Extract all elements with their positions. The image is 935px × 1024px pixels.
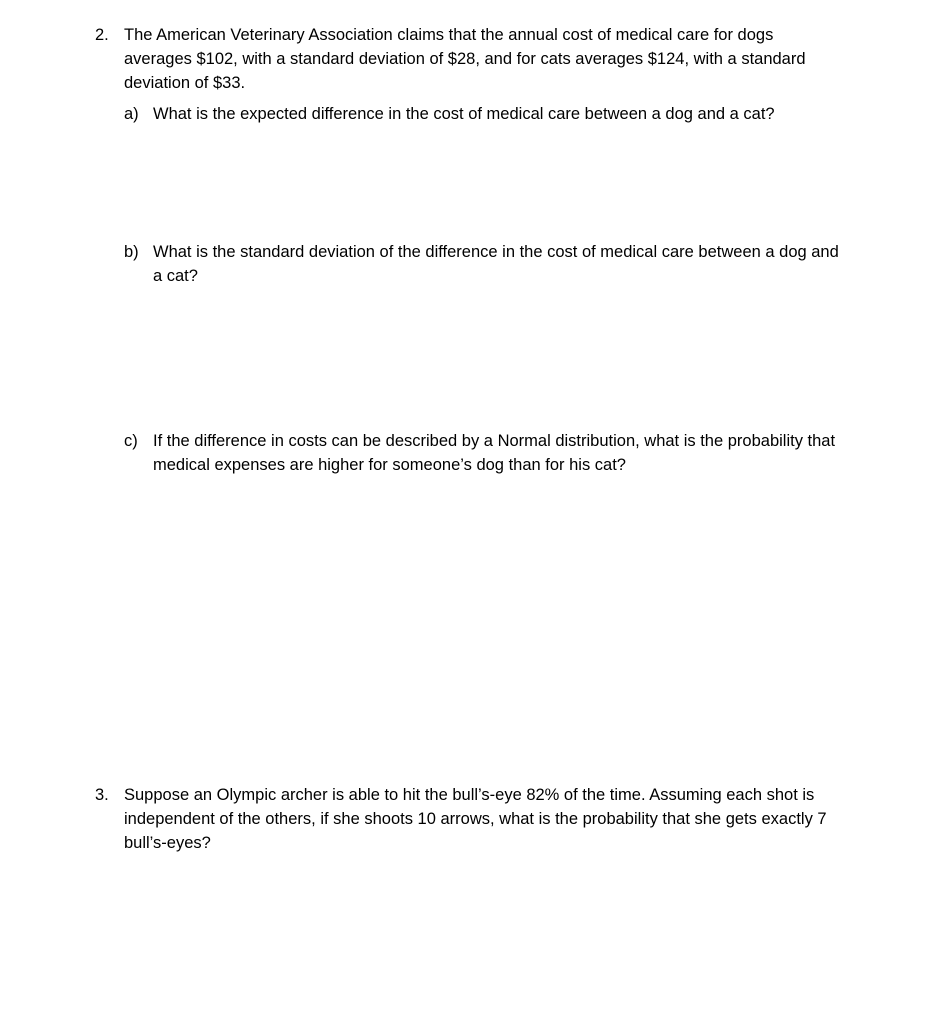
question-2-part-c	[124, 429, 844, 477]
question-2-part-b	[124, 240, 844, 288]
part-label: b)	[124, 243, 139, 261]
part-text: If the difference in costs can be described by a Normal distribution, what is the probability that medical expenses are higher for someone’s dog than for his cat?	[153, 432, 836, 474]
question-number: 2.	[95, 26, 109, 44]
question-2	[95, 23, 835, 95]
part-label: a)	[124, 105, 139, 123]
question-2-part-a	[124, 102, 844, 126]
part-label: c)	[124, 432, 138, 450]
question-text: Suppose an Olympic archer is able to hit the bull’s-eye 82% of the time. Assuming each shot is independent of the others, if she shoots 10 arrows, what is the probability that she gets exactly 7 bull’s-eyes?	[124, 786, 827, 852]
question-3	[95, 783, 855, 855]
part-text: What is the standard deviation of the difference in the cost of medical care between a dog and a cat?	[153, 243, 839, 285]
question-text: The American Veterinary Association claims that the annual cost of medical care for dogs averages $102, with a standard deviation of $28, and for cats averages $124, with a standard deviation of $33.	[124, 26, 806, 92]
part-text: What is the expected difference in the cost of medical care between a dog and a cat?	[153, 105, 775, 123]
question-number: 3.	[95, 786, 109, 804]
